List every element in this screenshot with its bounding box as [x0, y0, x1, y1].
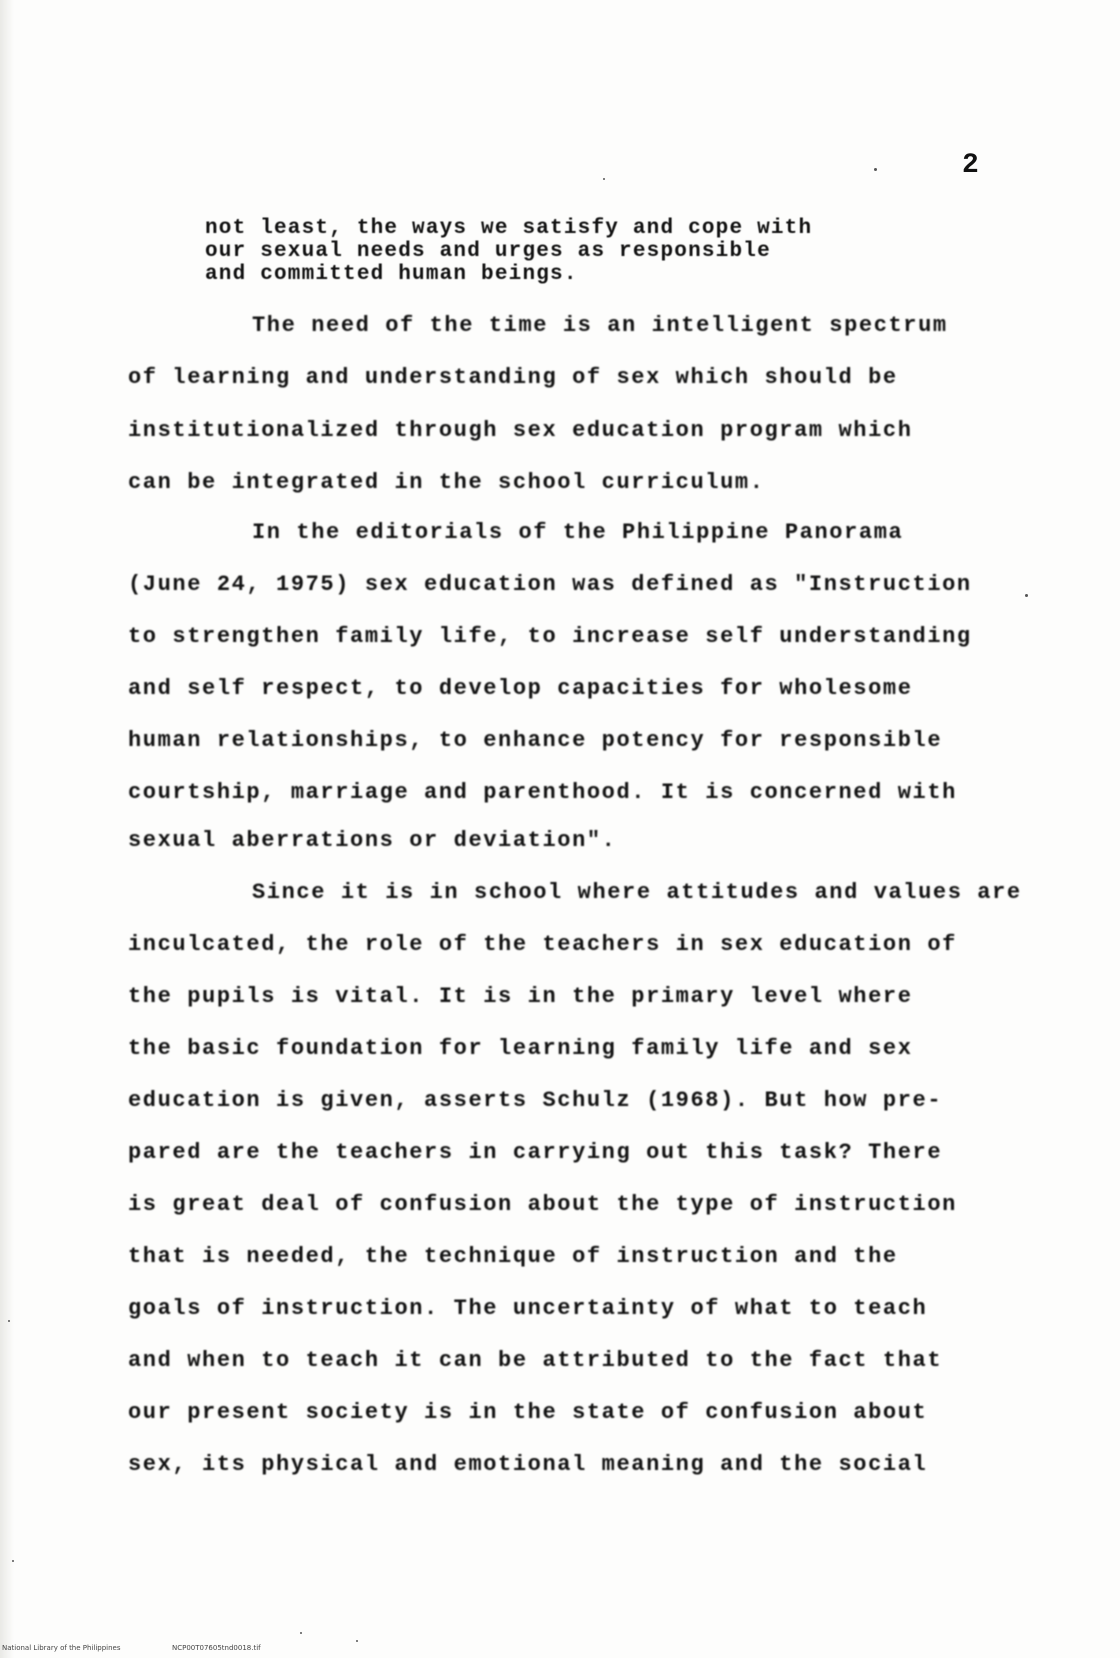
scan-speck [874, 168, 877, 171]
body-line: can be integrated in the school curriculum. [128, 470, 765, 495]
body-line: is great deal of confusion about the type of instruction [128, 1192, 957, 1217]
body-line: Since it is in school where attitudes and values are [252, 880, 1022, 905]
body-line: sex, its physical and emotional meaning and the social [128, 1452, 928, 1477]
footer-file-name: NCP00T07605tnd0018.tif [172, 1644, 261, 1652]
body-line: human relationships, to enhance potency for responsible [128, 728, 943, 753]
body-line: goals of instruction. The uncertainty of what to teach [128, 1296, 928, 1321]
body-line: and self respect, to develop capacities for wholesome [128, 676, 913, 701]
body-line: the pupils is vital. It is in the primary level where [128, 984, 913, 1009]
body-line: our present society is in the state of confusion about [128, 1400, 928, 1425]
body-line: courtship, marriage and parenthood. It is concerned with [128, 780, 957, 805]
body-line: the basic foundation for learning family life and sex [128, 1036, 913, 1061]
body-line: that is needed, the technique of instruction and the [128, 1244, 898, 1269]
body-line: education is given, asserts Schulz (1968). But how pre- [128, 1088, 943, 1113]
scan-speck [603, 178, 605, 180]
page-number: 2 [962, 150, 979, 181]
scan-speck [300, 1632, 302, 1634]
body-line: (June 24, 1975) sex education was defined as "Instruction [128, 572, 972, 597]
body-line: sexual aberrations or deviation". [128, 828, 617, 853]
scan-speck [12, 1560, 14, 1562]
block-quote [205, 217, 925, 286]
scan-speck [356, 1640, 358, 1642]
body-line: of learning and understanding of sex which should be [128, 365, 898, 390]
footer-library-label: National Library of the Philippines [2, 1644, 121, 1652]
body-line: pared are the teachers in carrying out this task? There [128, 1140, 943, 1165]
body-line: In the editorials of the Philippine Panorama [252, 520, 904, 545]
scan-edge [0, 0, 14, 1658]
quote-line: not least, the ways we satisfy and cope with [205, 217, 813, 240]
quote-line: our sexual needs and urges as responsible [205, 240, 771, 263]
body-line: inculcated, the role of the teachers in sex education of [128, 932, 957, 957]
scan-speck [1025, 594, 1028, 597]
scan-speck [8, 1320, 10, 1322]
body-line: and when to teach it can be attributed to the fact that [128, 1348, 943, 1373]
quote-line: and committed human beings. [205, 263, 578, 286]
body-line: The need of the time is an intelligent spectrum [252, 313, 948, 338]
body-line: to strengthen family life, to increase self understanding [128, 624, 972, 649]
body-line: institutionalized through sex education program which [128, 418, 913, 443]
